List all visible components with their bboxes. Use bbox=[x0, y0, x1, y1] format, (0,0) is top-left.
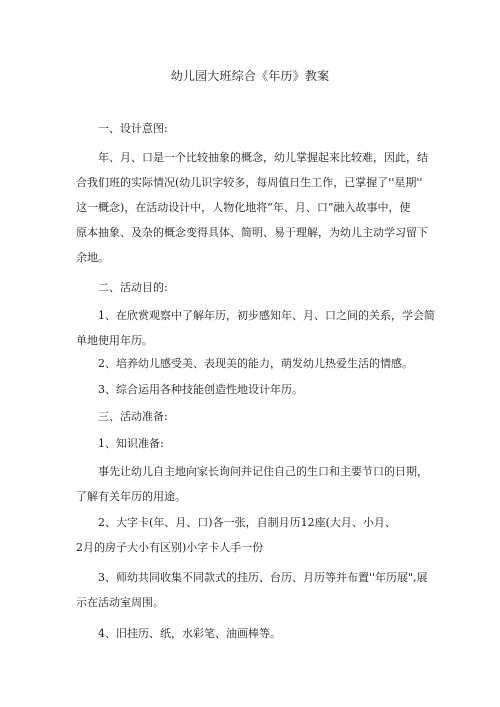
document-title: 幼儿园大班综合《年历》教案 bbox=[170, 69, 330, 83]
section-heading-preparation bbox=[76, 404, 432, 429]
objective-item-2 bbox=[76, 351, 432, 376]
text-line: 合我们班的实际情况(幼儿识字较多，每周值日生工作，已掌握了''星期'' bbox=[76, 176, 423, 189]
text-line: 二、活动目的: bbox=[98, 281, 168, 294]
preparation-item-2 bbox=[76, 510, 432, 560]
text-line: 事先让幼儿自主地向家长询问并记住自己的生口和主要节口的日期， bbox=[98, 465, 428, 478]
section-heading-design-intent bbox=[76, 116, 432, 141]
text-line: 3、综合运用各种技能创造性地设计年历。 bbox=[98, 383, 303, 396]
text-line: 原本抽象、及杂的概念变得具体、简明、易于理解，为幼儿主动学习留下 bbox=[76, 226, 428, 239]
text-line: 年、月、口是一个比较抽象的概念，幼儿掌握起来比较难，因此，结 bbox=[98, 151, 428, 164]
text-line: 1、在欣赏观察中了解年历，初步感知年、月、口之间的关系，学会简 bbox=[98, 309, 435, 322]
text-line: 这一概念)，在活动设计中，人物化地将“年、月、口”融入故事中，使 bbox=[76, 201, 411, 214]
objective-item-3 bbox=[76, 377, 432, 402]
text-line: 1、知识准备: bbox=[98, 437, 164, 450]
text-line: 一、设计意图: bbox=[98, 122, 168, 135]
paragraph-design-intent bbox=[76, 145, 432, 270]
text-line: 示在活动室周围。 bbox=[76, 596, 164, 609]
text-line: 2、培养幼儿感受美、表现美的能力，萌发幼儿热爱生活的情感。 bbox=[98, 357, 413, 370]
preparation-knowledge-paragraph bbox=[76, 459, 432, 509]
text-line: 2、大字卡(年、月、口)各一张，自制月历12座(大月、小月、 bbox=[98, 516, 396, 529]
objective-item-1 bbox=[76, 303, 435, 353]
text-line: 单地使用年历。 bbox=[76, 334, 153, 347]
section-heading-objectives bbox=[76, 275, 432, 300]
text-line: 3、师幼共同收集不同款式的挂历、台历、月历等并布置''年历展",展 bbox=[98, 571, 428, 584]
preparation-item-3 bbox=[76, 565, 432, 615]
preparation-item-1-heading bbox=[76, 431, 432, 456]
text-line: 三、活动准备: bbox=[98, 410, 168, 423]
text-line: 2月的房子大小有区别)小字卡人手一份 bbox=[76, 541, 264, 554]
text-line: 余地。 bbox=[76, 251, 109, 264]
text-line: 了解有关年历的用途。 bbox=[76, 490, 186, 503]
text-line: 4、旧挂历、纸，水彩笔、油画棒等。 bbox=[98, 627, 281, 640]
preparation-item-4 bbox=[76, 621, 432, 646]
